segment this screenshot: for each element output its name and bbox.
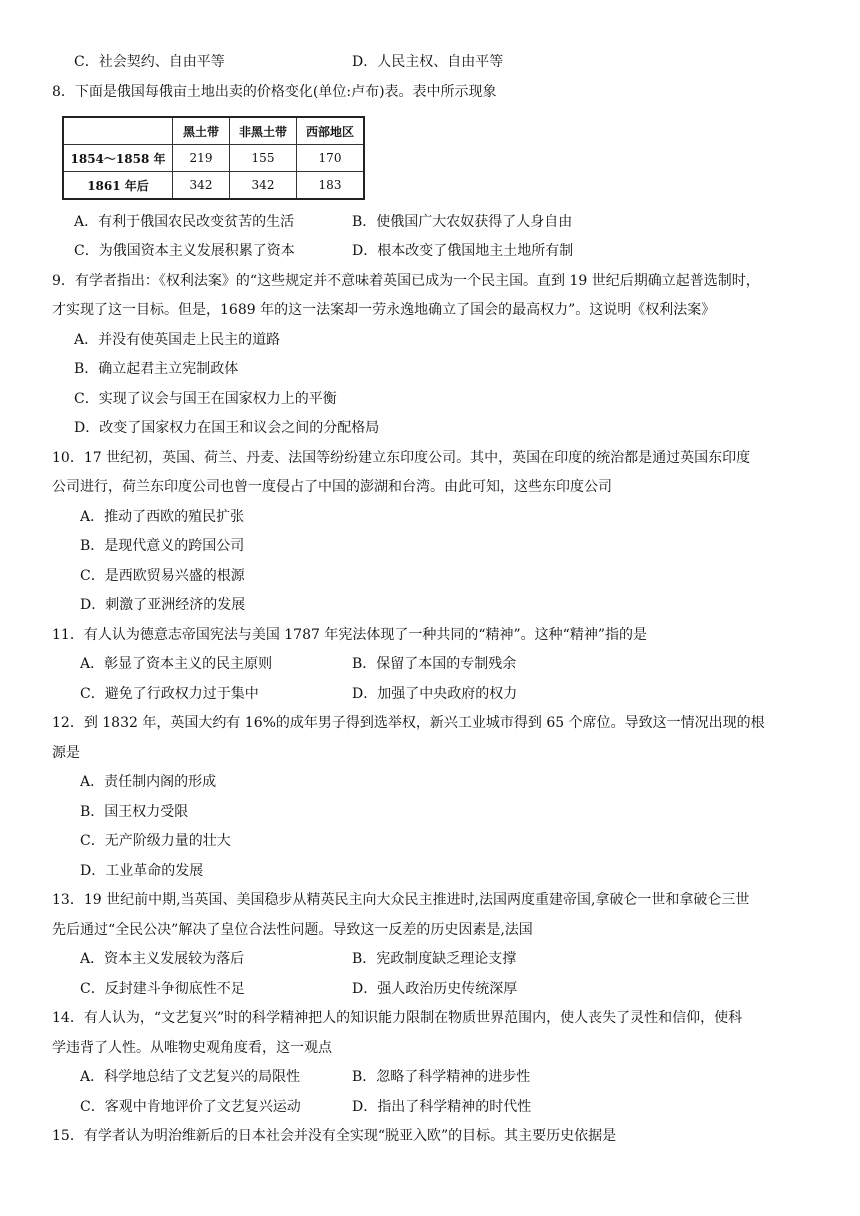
- table-header-cell: [63, 117, 173, 145]
- table-header-cell: 黑土带: [173, 117, 230, 145]
- table-cell: 342: [230, 172, 297, 200]
- q10-option-a: A．推动了西欧的殖民扩张: [80, 509, 245, 525]
- q8-option-a: A．有利于俄国农民改变贫苦的生活: [74, 214, 295, 230]
- q9-option-c: C．实现了议会与国王在国家权力上的平衡: [74, 391, 337, 407]
- q13-option-c: C．反封建斗争彻底性不足: [80, 981, 245, 997]
- q12-option-c: C．无产阶级力量的壮大: [80, 833, 231, 849]
- q13-option-d: D．强人政治历史传统深厚: [352, 981, 518, 997]
- q14-option-b: B．忽略了科学精神的进步性: [352, 1069, 531, 1085]
- q11-option-a: A．彰显了资本主义的民主原则: [80, 656, 273, 672]
- table-header-row: [63, 117, 364, 145]
- q10-stem-line2: 公司进行，荷兰东印度公司也曾一度侵占了中国的澎湖和台湾。由此可知，这些东印度公司: [52, 479, 612, 495]
- q9-option-d: D．改变了国家权力在国王和议会之间的分配格局: [74, 420, 380, 436]
- q10-stem-line1: 10．17 世纪初，英国、荷兰、丹麦、法国等纷纷建立东印度公司。其中，英国在印度的统治都是通过英国东印度: [52, 450, 751, 466]
- table-header-cell: 西部地区: [297, 117, 365, 145]
- q12-option-d: D．工业革命的发展: [80, 863, 204, 879]
- q7-option-d: D．人民主权、自由平等: [352, 54, 504, 70]
- table-row: [63, 145, 364, 172]
- q9-option-b: B．确立起君主立宪制政体: [74, 361, 239, 377]
- table-cell: 183: [297, 172, 365, 200]
- q12-option-a: A．责任制内阁的形成: [80, 774, 217, 790]
- q8-stem: 8．下面是俄国每俄亩土地出卖的价格变化(单位:卢布)表。表中所示现象: [52, 84, 497, 100]
- q7-option-c: C．社会契约、自由平等: [74, 54, 225, 70]
- q8-option-d: D．根本改变了俄国地主土地所有制: [352, 243, 574, 259]
- q9-stem-line2: 才实现了这一目标。但是，1689 年的这一法案却一劳永逸地确立了国会的最高权力”。这说明《权利法案》: [52, 302, 716, 318]
- q14-option-d: D．指出了科学精神的时代性: [352, 1099, 532, 1115]
- q11-option-c: C．避免了行政权力过于集中: [80, 686, 259, 702]
- q8-option-c: C．为俄国资本主义发展积累了资本: [74, 243, 295, 259]
- q11-stem: 11．有人认为德意志帝国宪法与美国 1787 年宪法体现了一种共同的“精神”。这种“精神”指的是: [52, 627, 647, 643]
- q10-option-b: B．是现代意义的跨国公司: [80, 538, 245, 554]
- q9-option-a: A．并没有使英国走上民主的道路: [74, 332, 281, 348]
- table-cell: 342: [173, 172, 230, 200]
- table-cell: 219: [173, 145, 230, 172]
- q8-option-b: B．使俄国广大农奴获得了人身自由: [352, 214, 573, 230]
- q12-stem-line1: 12．到 1832 年，英国大约有 16%的成年男子得到选举权，新兴工业城市得到 65 个席位。导致这一情况出现的根: [52, 715, 765, 731]
- q13-option-b: B．宪政制度缺乏理论支撑: [352, 951, 517, 967]
- table-cell: 1861 年后: [63, 172, 173, 200]
- q10-option-d: D．刺激了亚洲经济的发展: [80, 597, 246, 613]
- q8-price-table: [62, 116, 365, 200]
- q11-option-d: D．加强了中央政府的权力: [352, 686, 518, 702]
- table-cell: 155: [230, 145, 297, 172]
- q13-stem-line1: 13．19 世纪前中期,当英国、美国稳步从精英民主向大众民主推进时,法国两度重建帝国,拿破仑一世和拿破仑三世: [52, 892, 750, 908]
- q9-stem-line1: 9．有学者指出：《权利法案》的“这些规定并不意味着英国已成为一个民主国。直到 19 世纪后期确立起普选制时，: [52, 273, 760, 289]
- table-cell: 170: [297, 145, 365, 172]
- q10-option-c: C．是西欧贸易兴盛的根源: [80, 568, 245, 584]
- q14-option-c: C．客观中肯地评价了文艺复兴运动: [80, 1099, 301, 1115]
- q14-option-a: A．科学地总结了文艺复兴的局限性: [80, 1069, 301, 1085]
- q12-option-b: B．国王权力受限: [80, 804, 189, 820]
- table-row: [63, 172, 364, 200]
- q14-stem-line2: 学违背了人性。从唯物史观角度看，这一观点: [52, 1040, 332, 1056]
- q11-option-b: B．保留了本国的专制残余: [352, 656, 517, 672]
- table-cell: 1854～1858 年: [63, 145, 173, 172]
- q15-stem: 15．有学者认为明治维新后的日本社会并没有全实现“脱亚入欧”的目标。其主要历史依据是: [52, 1128, 617, 1144]
- q13-stem-line2: 先后通过“全民公决”解决了皇位合法性问题。导致这一反差的历史因素是,法国: [52, 922, 533, 938]
- q14-stem-line1: 14．有人认为，“文艺复兴”时的科学精神把人的知识能力限制在物质世界范围内，使人丧失了灵性和信仰，使科: [52, 1010, 743, 1026]
- table-header-cell: 非黑土带: [230, 117, 297, 145]
- q12-stem-line2: 源是: [52, 745, 80, 761]
- q13-option-a: A．资本主义发展较为落后: [80, 951, 245, 967]
